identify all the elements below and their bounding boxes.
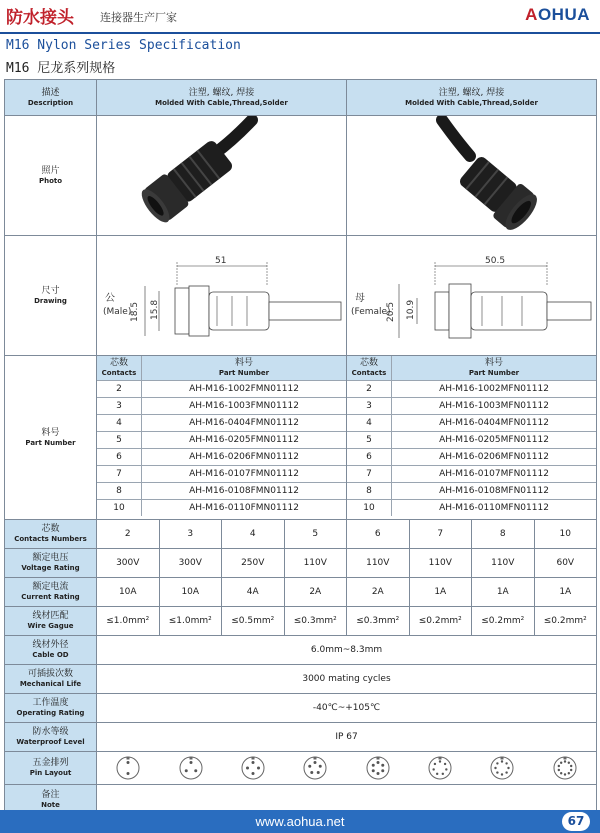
- pin-layout-3-icon: [178, 755, 204, 781]
- voltage-row: 额定电压 Voltage Rating 300V 300V 250V 110V 110V 110V 110V 60V: [5, 549, 597, 578]
- female-dimension-drawing: [347, 236, 597, 352]
- table-row: 10 AH-M16-0110FMN01112: [97, 500, 346, 517]
- description-right: 注塑, 螺纹, 焊接 Molded With Cable,Thread,Solder: [347, 80, 597, 116]
- pin-layout-8-icon: [489, 755, 515, 781]
- table-row: 6 AH-M16-0206MFN01112: [347, 449, 596, 466]
- contacts-header: 芯数 Contacts: [97, 356, 142, 381]
- mech-life-row: 可插拔次数 Mechanical Life 3000 mating cycles: [5, 665, 597, 694]
- table-row: 8 AH-M16-0108FMN01112: [97, 483, 346, 500]
- male-dimension-drawing: [97, 236, 347, 352]
- page-subtitle: 连接器生产厂家: [100, 11, 177, 24]
- description-left: 注塑, 螺纹, 焊接 Molded With Cable,Thread,Solder: [97, 80, 347, 116]
- pin-layout-4-icon: [240, 755, 266, 781]
- table-row: 7 AH-M16-0107FMN01112: [97, 466, 346, 483]
- cable-od-row: 线材外径 Cable OD 6.0mm~8.3mm: [5, 636, 597, 665]
- pin-layout-icons: [97, 755, 596, 781]
- female-length: 50.5: [485, 256, 506, 266]
- female-name-en: (Female): [351, 307, 391, 317]
- header-divider: [0, 32, 600, 34]
- photo-label: 照片 Photo: [5, 116, 97, 236]
- pin-layout-6-icon: [365, 755, 391, 781]
- table-row: 3 AH-M16-1003FMN01112: [97, 398, 346, 415]
- male-name-cn: 公: [105, 293, 115, 304]
- note-row: 备注 Note: [5, 785, 597, 815]
- pn-header: 料号 Part Number: [392, 356, 597, 381]
- brand-logo: AOHUA: [525, 5, 590, 24]
- description-label: 描述 Description: [5, 80, 97, 116]
- male-height-1: 18.5: [130, 301, 140, 322]
- table-row: 4 AH-M16-0404MFN01112: [347, 415, 596, 432]
- female-connector-photo: [352, 116, 592, 232]
- table-row: 2 AH-M16-1002FMN01112: [97, 381, 346, 398]
- footer-url[interactable]: www.aohua.net: [255, 814, 345, 829]
- pin-layout-10-icon: [552, 755, 578, 781]
- part-number-female: [347, 356, 597, 520]
- table-row: 5 AH-M16-0205FMN01112: [97, 432, 346, 449]
- table-row: 8 AH-M16-0108MFN01112: [347, 483, 596, 500]
- pin-layout-row: 五金排列 Pin Layout: [5, 752, 597, 785]
- spec-table: [4, 79, 597, 815]
- drawing-male: [97, 236, 347, 356]
- photo-female: [347, 116, 597, 236]
- female-height-2: 10.9: [406, 299, 417, 320]
- waterproof-row: 防水等级 Waterproof Level IP 67: [5, 723, 597, 752]
- part-number-label: 料号 Part Number: [5, 356, 97, 520]
- wire-row: 线材匹配 Wire Gague ≤1.0mm² ≤1.0mm² ≤0.5mm² ≤0.3mm² ≤0.3mm² ≤0.2mm² ≤0.2mm² ≤0.2mm²: [5, 607, 597, 636]
- table-row: 6 AH-M16-0206FMN01112: [97, 449, 346, 466]
- contacts-row: 芯数 Contacts Numbers 2 3 4 5 6 7 8 10: [5, 520, 597, 549]
- male-length: 51: [215, 256, 227, 266]
- male-height-2: 15.8: [150, 299, 160, 320]
- pn-header: 料号 Part Number: [142, 356, 347, 381]
- table-row: 2 AH-M16-1002MFN01112: [347, 381, 596, 398]
- female-height-1: 20.5: [386, 301, 397, 322]
- male-name-en: (Male): [103, 307, 132, 317]
- photo-male: [97, 116, 347, 236]
- contacts-header: 芯数 Contacts: [347, 356, 392, 381]
- temp-row: 工作温度 Operating Rating -40℃~+105℃: [5, 694, 597, 723]
- page-number: 67: [562, 812, 590, 831]
- pin-layout-2-icon: [115, 755, 141, 781]
- spec-title-cn: M16 尼龙系列规格: [6, 61, 116, 76]
- table-row: 10 AH-M16-0110MFN01112: [347, 500, 596, 517]
- spec-title-en: M16 Nylon Series Specification: [6, 38, 241, 53]
- drawing-female: [347, 236, 597, 356]
- drawing-label: 尺寸 Drawing: [5, 236, 97, 356]
- pin-layout-5-icon: [302, 755, 328, 781]
- page-header: [0, 0, 600, 34]
- table-row: 5 AH-M16-0205MFN01112: [347, 432, 596, 449]
- female-name-cn: 母: [355, 293, 366, 304]
- male-connector-photo: [102, 116, 342, 232]
- current-row: 额定电流 Current Rating 10A 10A 4A 2A 2A 1A 1A 1A: [5, 578, 597, 607]
- table-row: 7 AH-M16-0107MFN01112: [347, 466, 596, 483]
- page-title: 防水接头: [6, 8, 74, 28]
- page-footer: [0, 810, 600, 833]
- part-number-male: [97, 356, 347, 520]
- table-row: 3 AH-M16-1003MFN01112: [347, 398, 596, 415]
- pin-layout-7-icon: [427, 755, 453, 781]
- table-row: 4 AH-M16-0404FMN01112: [97, 415, 346, 432]
